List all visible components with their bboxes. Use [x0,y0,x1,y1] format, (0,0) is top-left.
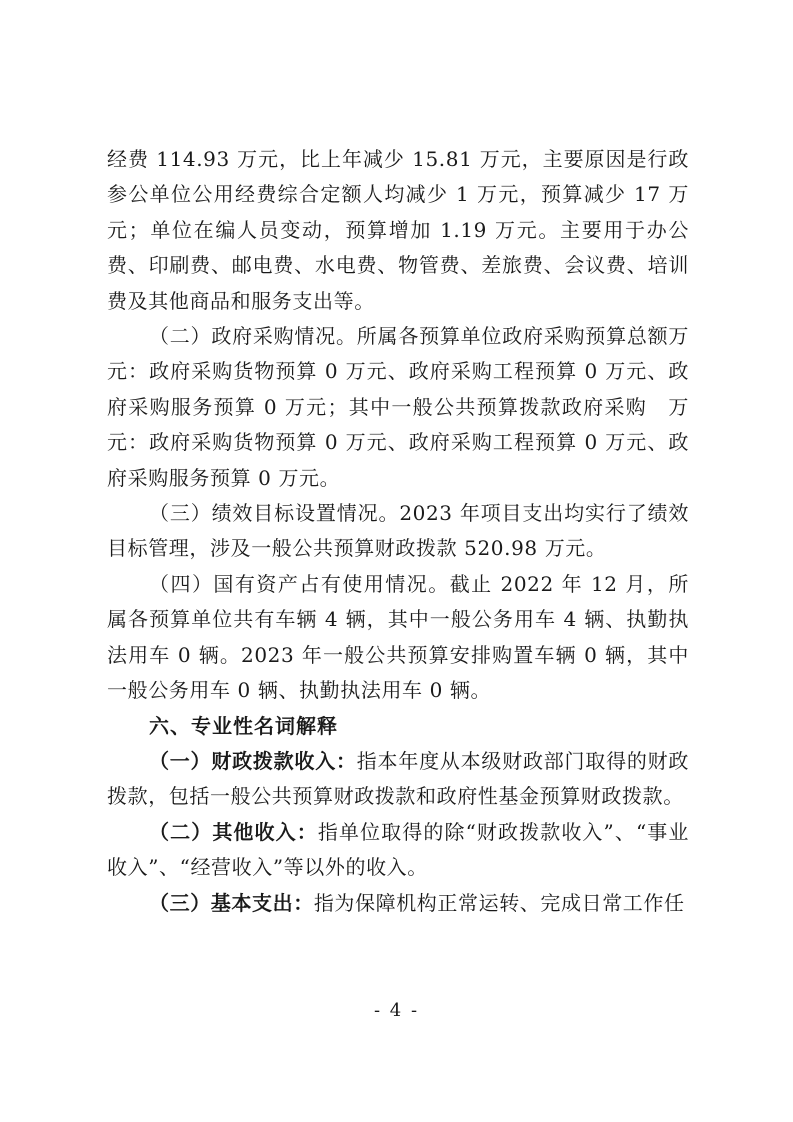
definition-text: 指为保障机构正常运转、完成日常工作任 [313,890,685,915]
definition-other-income [107,815,689,886]
definition-term: （三）基本支出： [149,890,314,915]
paragraph-text: 2023 年项目支出均实行了绩效目标管理，涉及一般公共预算财政拨款 520.98 万元。 [107,501,690,561]
definition-basic-expenditure [107,886,689,921]
paragraph-lead: （二）政府采购情况。 [149,324,357,349]
paragraph-lead: （三）绩效目标设置情况。 [149,501,400,526]
paragraph-text: 所属各预算单位政府采购预算总额万元：政府采购货物预算 0 万元、政府采购工程预算 0 万元、政府采购服务预算 0 万元；其中一般公共预算拨款政府采购 万元：政府采购货物预算 0 万元、政府采购工程预算 0 万元、政府采购服务预算 0 万元。 [107,324,689,490]
page-number: - 4 - [373,1000,420,1021]
definition-term: （二）其他收入： [149,819,318,844]
paragraph-lead: （四）国有资产占有使用情况。 [149,571,450,596]
paragraph-state-assets [107,567,689,709]
paragraph-public-expenditure: 经费 114.93 万元，比上年减少 15.81 万元，主要原因是行政参公单位公用经费综合定额人均减少 1 万元，预算减少 17 万元；单位在编人员变动，预算增加 1.19 万元。主要用于办公费、印刷费、邮电费、水电费、物管费、差旅费、会议费、培训费及其他商品和服务支出等。 [107,147,689,313]
page-body [107,142,689,921]
definition-term: （一）财政拨款收入： [149,748,357,773]
paragraph-performance-targets [107,496,689,567]
paragraph-government-procurement [107,319,689,496]
paragraph-text: 截止 2022 年 12 月，所属各预算单位共有车辆 4 辆，其中一般公务用车 4 辆、执勤执法用车 0 辆。2023 年一般公共预算安排购置车辆 0 辆，其中一般公务用车 0 辆、执勤执法用车 0 辆。 [107,571,689,703]
definition-text: 指单位取得的除“财政拨款收入”、“事业收入”、“经营收入”等以外的收入。 [107,819,689,880]
definition-fiscal-appropriation-income [107,744,689,815]
definition-text: 指本年度从本级财政部门取得的财政拨款，包括一般公共预算财政拨款和政府性基金预算财政拨款。 [107,748,689,809]
section-heading: 六、专业性名词解释 [149,713,338,738]
